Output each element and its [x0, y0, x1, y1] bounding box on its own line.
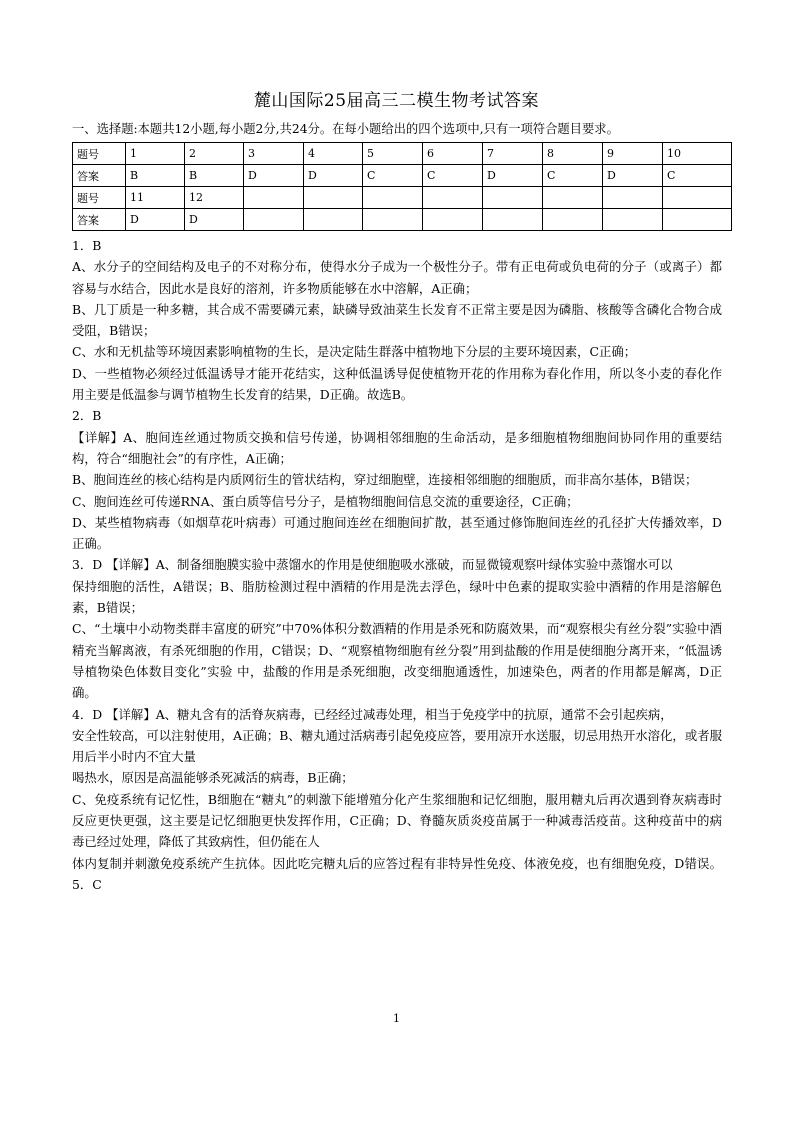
text-paragraph: C、免疫系统有记忆性，B细胞在“糖丸”的刺激下能增殖分化产生浆细胞和记忆细胞，服用糖丸后再次遇到脊灰病毒时反应更快更强，这主要是记忆细胞更快发挥作用，C正确；D、脊髓灰质炎疫苗属于一种减毒活疫苗。这种疫苗中的病毒已经过处理，降低了其致病性，但仍能在人	[72, 791, 722, 850]
text-paragraph: 安全性较高，可以注射使用，A正确；B、糖丸通过活病毒引起免疫应答，要用凉开水送服，切忌用热开水溶化，或者服用后半小时内不宜大量	[72, 727, 722, 765]
text-paragraph: D、一些植物必须经过低温诱导才能开花结实，这种低温诱导促使植物开花的作用称为春化作用，所以冬小麦的春化作用主要是低温参与调节植物生长发育的结果，D正确。故选B。	[72, 365, 722, 403]
table-row	[73, 209, 732, 231]
table-cell	[483, 209, 543, 231]
table-cell: 1	[126, 143, 185, 165]
table-cell: 3	[244, 143, 304, 165]
text-paragraph: B、几丁质是一种多糖，其合成不需要磷元素，缺磷导致油菜生长发育不正常主要是因为磷脂、核酸等含磷化合物合成受阻，B错误；	[72, 301, 722, 339]
table-row-header: 答案	[73, 165, 126, 187]
table-cell	[543, 187, 603, 209]
page-number: 1	[393, 1012, 400, 1025]
text-paragraph: A、水分子的空间结构及电子的不对称分布，使得水分子成为一个极性分子。带有正电荷或负电荷的分子（或离子）都容易与水结合，因此水是良好的溶剂，许多物质能够在水中溶解，A正确；	[72, 259, 722, 296]
table-cell: 7	[483, 143, 543, 165]
text-paragraph: C、胞间连丝可传递RNA、蛋白质等信号分子，是植物细胞间信息交流的重要途径，C正确；	[72, 493, 579, 509]
text-paragraph: 保持细胞的活性，A错误；B、脂肪检测过程中酒精的作用是洗去浮色，绿叶中色素的提取实验中酒精的作用是溶解色素，B错误；	[72, 578, 722, 616]
table-cell: 2	[185, 143, 244, 165]
table-cell: D	[483, 165, 543, 187]
table-cell: 8	[543, 143, 603, 165]
table-cell	[663, 187, 732, 209]
text-paragraph: C、“土壤中小动物类群丰富度的研究”中70%体积分数酒精的作用是杀死和防腐效果，而“观察根尖有丝分裂”实验中酒精充当解离液，有杀死细胞的作用，C错误；D、“观察植物细胞有丝分裂”用到盐酸的作用是使细胞分离开来，“低温诱导植物染色体数目变化”实验 中，盐酸的作用是杀死细胞，改变细胞通透性，加速染色，两者的作用都是解离，D正确。	[72, 621, 722, 701]
table-cell	[603, 209, 663, 231]
table-cell: 5	[363, 143, 423, 165]
table-cell	[423, 209, 483, 231]
table-cell	[363, 187, 423, 209]
text-paragraph: C、水和无机盐等环境因素影响植物的生长，是决定陆生群落中植物地下分层的主要环境因素，C正确；	[72, 344, 637, 360]
text-paragraph: 喝热水，原因是高温能够杀死减活的病毒，B正确；	[72, 770, 354, 786]
table-cell	[603, 187, 663, 209]
table-row	[73, 165, 732, 187]
table-cell: 10	[663, 143, 732, 165]
text-paragraph: 4．D 【详解】A、糖丸含有的活脊灰病毒，已经经过减毒处理，相当于免疫学中的抗原，通常不会引起疾病，	[72, 706, 673, 722]
answer-table	[72, 142, 732, 231]
text-paragraph: 【详解】A、胞间连丝通过物质交换和信号传递，协调相邻细胞的生命活动，是多细胞植物细胞间协同作用的重要结构，符合“细胞社会”的有序性，A正确；	[72, 429, 722, 466]
table-cell	[244, 209, 304, 231]
text-paragraph: 1．B	[72, 238, 102, 253]
table-cell: B	[126, 165, 185, 187]
answer-explanations	[72, 235, 722, 895]
table-cell: D	[603, 165, 663, 187]
table-cell	[304, 209, 363, 231]
table-cell: C	[363, 165, 423, 187]
table-cell	[304, 187, 363, 209]
table-cell: 9	[603, 143, 663, 165]
text-paragraph: B、胞间连丝的核心结构是内质网衍生的管状结构，穿过细胞壁，连接相邻细胞的细胞质，而非高尔基体，B错误；	[72, 472, 698, 488]
text-paragraph: 2．B	[72, 408, 102, 424]
table-cell: 11	[126, 187, 185, 209]
table-cell: 6	[423, 143, 483, 165]
table-cell: D	[304, 165, 363, 187]
table-cell: B	[185, 165, 244, 187]
table-cell: D	[244, 165, 304, 187]
table-row-header: 题号	[73, 143, 126, 165]
section-heading: 一、选择题:本题共12小题,每小题2分,共24分。在每小题给出的四个选项中,只有一项符合题目要求。	[72, 122, 619, 136]
text-paragraph: D、某些植物病毒（如烟草花叶病毒）可通过胞间连丝在细胞间扩散，甚至通过修饰胞间连丝的孔径扩大传播效率，D正确。	[72, 514, 722, 552]
table-row-header: 题号	[73, 187, 126, 209]
table-cell: D	[185, 209, 244, 231]
table-cell	[363, 209, 423, 231]
table-cell: 12	[185, 187, 244, 209]
table-cell: D	[126, 209, 185, 231]
table-cell	[483, 187, 543, 209]
table-cell: C	[543, 165, 603, 187]
table-cell: C	[423, 165, 483, 187]
table-row	[73, 187, 732, 209]
table-cell: 4	[304, 143, 363, 165]
page-title: 麓山国际25届高三二模生物考试答案	[253, 91, 540, 111]
text-paragraph: 体内复制并刺激免疫系统产生抗体。因此吃完糖丸后的应答过程有非特异性免疫、体液免疫，也有细胞免疫，D错误。 5．C	[72, 855, 722, 892]
text-paragraph: 3．D 【详解】A、制备细胞膜实验中蒸馏水的作用是使细胞吸水涨破，而显微镜观察叶绿体实验中蒸馏水可以	[72, 557, 673, 573]
table-cell: C	[663, 165, 732, 187]
table-row-header: 答案	[73, 209, 126, 231]
table-cell	[543, 209, 603, 231]
table-cell	[423, 187, 483, 209]
table-row	[73, 143, 732, 165]
table-cell	[244, 187, 304, 209]
table-cell	[663, 209, 732, 231]
